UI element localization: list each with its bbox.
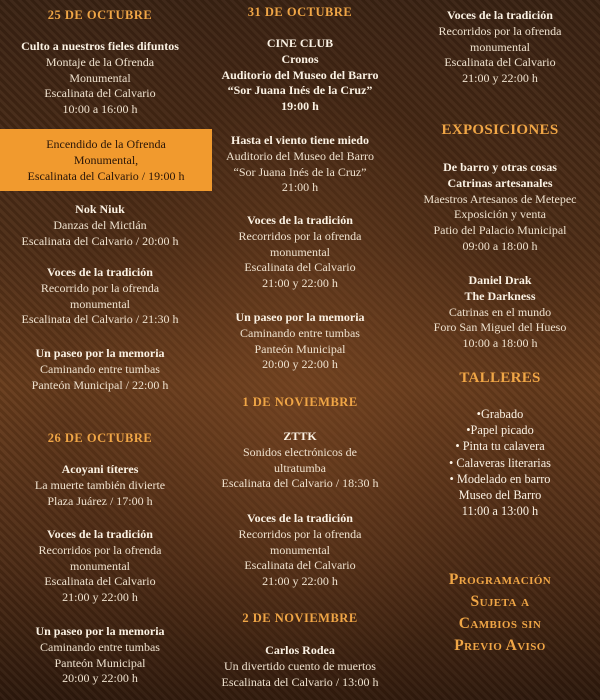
event-title: De barro y otras cosas — [443, 160, 557, 174]
event-voces-tradicion-col3 — [400, 8, 600, 87]
event-line: Plaza Juárez / 17:00 h — [47, 493, 153, 508]
taller-time: 11:00 a 13:00 h — [461, 504, 539, 519]
date-header-1-noviembre: 1 DE NOVIEMBRE — [242, 395, 358, 409]
event-line: Catrinas en el mundo — [448, 304, 552, 319]
event-line: Cronos — [281, 51, 319, 66]
event-line: Panteón Municipal / 22:00 h — [31, 377, 169, 392]
highlight-encendido-ofrenda — [0, 129, 212, 191]
event-title: Acoyani títeres — [61, 462, 139, 476]
event-voces-tradicion-31 — [200, 213, 400, 292]
event-line: monumental — [270, 542, 330, 557]
event-hasta-el-viento — [200, 133, 400, 196]
event-title: Culto a nuestros fieles difuntos — [21, 39, 179, 53]
event-title: Voces de la tradición — [447, 8, 553, 22]
event-line: Montaje de la Ofrenda — [45, 54, 155, 69]
taller-item: •Grabado — [476, 407, 524, 421]
event-line: monumental — [70, 296, 130, 311]
event-title: CINE CLUB — [266, 36, 334, 50]
event-voces-tradicion — [0, 265, 200, 328]
talleres-list — [400, 406, 600, 519]
event-line: 09:00 a 18:00 h — [462, 238, 538, 253]
event-line: 21:00 y 22:00 h — [262, 276, 338, 291]
event-line: 10:00 a 18:00 h — [462, 336, 538, 351]
event-line: Auditorio del Museo del Barro — [226, 148, 374, 163]
event-cine-club — [200, 36, 400, 115]
taller-location: Museo del Barro — [458, 488, 542, 503]
event-line: Escalinata del Calvario — [244, 260, 356, 275]
highlight-line: Escalinata del Calvario / 19:00 h — [27, 169, 185, 183]
event-line: Monumental — [69, 70, 131, 85]
event-line: 20:00 y 22:00 h — [262, 357, 338, 372]
expo-daniel-drak — [400, 273, 600, 352]
event-voces-tradicion-1nov — [200, 511, 400, 590]
event-line: monumental — [270, 244, 330, 259]
date-header-2-noviembre: 2 DE NOVIEMBRE — [242, 611, 358, 625]
event-line: Caminando entre tumbas — [240, 325, 360, 340]
event-line: Recorridos por la ofrenda — [38, 542, 162, 557]
event-line: ultratumba — [274, 460, 326, 475]
event-line: Exposición y venta — [454, 207, 546, 222]
taller-item: • Modelado en barro — [449, 471, 551, 486]
event-line: Escalinata del Calvario — [444, 55, 556, 70]
highlight-line: Monumental, — [73, 153, 139, 167]
event-line: 21:00 y 22:00 h — [262, 574, 338, 589]
event-zttk — [200, 429, 400, 492]
section-title-talleres: TALLERES — [459, 370, 541, 386]
event-line: monumental — [470, 39, 530, 54]
event-acoyani-titeres — [0, 462, 200, 509]
schedule-change-notice — [400, 569, 600, 657]
notice-line: Cambios sin — [458, 615, 542, 632]
event-line: 21:00 y 22:00 h — [62, 590, 138, 605]
date-header-25-octubre: 25 DE OCTUBRE — [47, 8, 153, 22]
notice-line: Programación — [448, 571, 552, 588]
event-line: Foro San Miguel del Hueso — [433, 320, 567, 335]
event-line: “Sor Juana Inés de la Cruz” — [233, 164, 367, 179]
event-title: Voces de la tradición — [247, 511, 353, 525]
event-line: Caminando entre tumbas — [40, 361, 160, 376]
section-title-exposiciones: EXPOSICIONES — [441, 122, 559, 138]
event-culto — [0, 39, 200, 118]
event-line: 20:00 y 22:00 h — [62, 671, 138, 686]
highlight-line: Encendido de la Ofrenda — [46, 137, 166, 151]
event-line: Escalinata del Calvario / 21:30 h — [21, 312, 179, 327]
event-title: Nok Niuk — [75, 202, 125, 216]
event-paseo-memoria — [0, 346, 200, 393]
event-paseo-memoria-31 — [200, 310, 400, 373]
event-line: “Sor Juana Inés de la Cruz” — [227, 83, 373, 98]
notice-line: Previo Aviso — [454, 637, 546, 654]
event-line: Caminando entre tumbas — [40, 639, 160, 654]
event-line: Panteón Municipal — [254, 341, 346, 356]
event-line: Escalinata del Calvario / 13:00 h — [221, 674, 379, 689]
event-title: Carlos Rodea — [265, 643, 335, 657]
event-line: Recorrido por la ofrenda — [40, 280, 160, 295]
event-title: ZTTK — [283, 429, 317, 443]
event-line: Maestros Artesanos de Metepec — [423, 191, 577, 206]
event-line: Escalinata del Calvario — [244, 558, 356, 573]
event-line: 10:00 a 16:00 h — [62, 102, 138, 117]
event-line: Danzas del Mictlán — [53, 217, 147, 232]
date-header-26-octubre: 26 DE OCTUBRE — [47, 431, 153, 445]
event-title: Voces de la tradición — [47, 527, 153, 541]
event-carlos-rodea — [200, 643, 400, 690]
event-title: Un paseo por la memoria — [235, 310, 365, 324]
taller-item: • Pinta tu calavera — [455, 439, 545, 454]
date-header-31-octubre: 31 DE OCTUBRE — [247, 5, 353, 19]
event-title: Voces de la tradición — [47, 265, 153, 279]
event-line: Panteón Municipal — [54, 655, 146, 670]
event-title: Voces de la tradición — [247, 213, 353, 227]
event-title: Hasta el viento tiene miedo — [231, 133, 369, 147]
event-voces-tradicion-26 — [0, 527, 200, 606]
event-line: Un divertido cuento de muertos — [224, 658, 376, 673]
event-line: La muerte también divierte — [34, 477, 166, 492]
event-paseo-memoria-26 — [0, 624, 200, 687]
event-line: 21:00 y 22:00 h — [462, 71, 538, 86]
event-line: 21:00 h — [281, 180, 319, 195]
event-subtitle: The Darkness — [464, 288, 536, 303]
event-nok-niuk — [0, 202, 200, 249]
taller-item: •Papel picado — [466, 423, 534, 438]
event-line: 19:00 h — [281, 99, 319, 114]
event-line: Escalinata del Calvario — [44, 86, 156, 101]
event-line: Escalinata del Calvario / 20:00 h — [21, 233, 179, 248]
expo-barro-catrinas — [400, 160, 600, 255]
event-line: Recorridos por la ofrenda — [238, 526, 362, 541]
event-line: Patio del Palacio Municipal — [433, 223, 567, 238]
event-line: Recorridos por la ofrenda — [238, 228, 362, 243]
event-line: Escalinata del Calvario / 18:30 h — [221, 476, 379, 491]
taller-item: • Calaveras literarias — [449, 455, 551, 470]
event-line: Sonidos electrónicos de — [243, 444, 357, 459]
event-title: Un paseo por la memoria — [35, 624, 165, 638]
event-line: monumental — [70, 558, 130, 573]
notice-line: Sujeta a — [470, 593, 530, 610]
event-title: Un paseo por la memoria — [35, 346, 165, 360]
event-subtitle: Catrinas artesanales — [447, 175, 553, 190]
event-title: Daniel Drak — [468, 273, 532, 287]
event-line: Auditorio del Museo del Barro — [221, 67, 379, 82]
event-line: Escalinata del Calvario — [44, 574, 156, 589]
event-line: Recorridos por la ofrenda — [438, 23, 562, 38]
